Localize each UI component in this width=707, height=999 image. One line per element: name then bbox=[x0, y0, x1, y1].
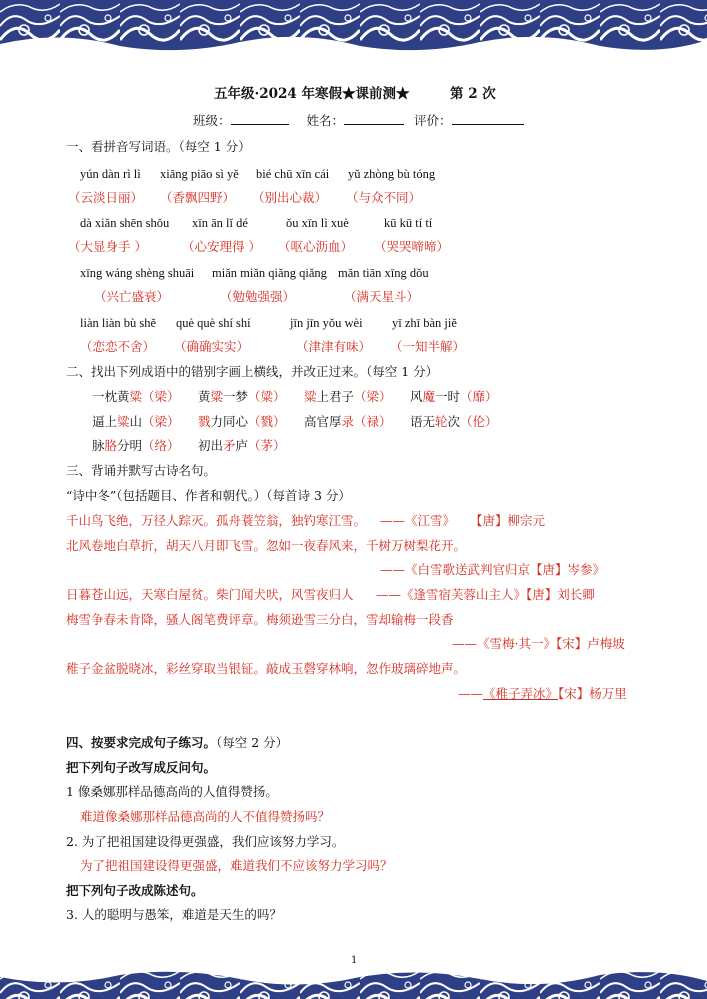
idiom-item: 语无轮次（伦） bbox=[410, 414, 498, 429]
pinyin: xiāng piāo sì yě bbox=[160, 167, 239, 181]
idiom-item: 黄粱一梦（粱） bbox=[198, 389, 286, 404]
answer: 为了把祖国建设得更强盛，难道我们不应该努力学习吗？ bbox=[80, 858, 393, 873]
answer: （兴亡盛衰） bbox=[94, 289, 170, 304]
session-number: 第 2 次 bbox=[450, 86, 496, 102]
idiom-item: 初出矛庐（茅） bbox=[198, 438, 286, 453]
answer: （别出心裁） bbox=[252, 190, 328, 205]
pinyin: xīng wáng shèng shuāi bbox=[80, 266, 195, 280]
idiom-item: 粱上君子（梁） bbox=[304, 389, 392, 404]
name-label: 姓名： bbox=[306, 113, 345, 128]
answer: （满天星斗） bbox=[344, 289, 420, 304]
poem-text: 北风卷地白草折，胡天八月即飞雪。忽如一夜春风来，千树万树梨花开。 bbox=[66, 538, 467, 553]
name-blank[interactable] bbox=[344, 112, 404, 125]
pinyin: ǒu xīn lì xuè bbox=[286, 216, 349, 230]
answer: （恋恋不舍） bbox=[80, 339, 156, 354]
section4-heading: 四、按要求完成句子练习。（每空 2 分） bbox=[66, 735, 289, 750]
section1-heading: 一、看拼音写词语。（每空 1 分） bbox=[66, 139, 251, 154]
section3-heading: 三、背诵并默写古诗名句。 bbox=[66, 463, 217, 478]
answer: （云淡日丽） bbox=[68, 190, 144, 205]
idiom-item: 脉胳分明（络） bbox=[92, 438, 180, 453]
idiom-item: 风魔一时（靡） bbox=[410, 389, 498, 404]
answer: （与众不同） bbox=[346, 190, 422, 205]
pinyin: jīn jīn yǒu wèi bbox=[290, 316, 363, 330]
poem-text: 千山鸟飞绝，万径人踪灭。孤舟蓑笠翁，独钓寒江雪。 bbox=[66, 513, 367, 528]
answer: （大显身手 ） bbox=[68, 239, 147, 254]
pinyin: yī zhī bàn jiě bbox=[392, 316, 457, 330]
pinyin: dà xiǎn shēn shǒu bbox=[80, 216, 170, 230]
answer: （心安理得 ） bbox=[182, 239, 261, 254]
poem-source: ——《稚子弄冰》【宋】杨万里 bbox=[458, 686, 627, 701]
section2-heading: 二、找出下列成语中的错别字画上横线，并改正过来。（每空 1 分） bbox=[66, 364, 439, 379]
page-number: 1 bbox=[351, 955, 358, 966]
poem-text: 梅雪争春未肯降，骚人阁笔费评章。梅须逊雪三分白，雪却输梅一段香 bbox=[66, 612, 454, 627]
worksheet-title: 五年级·2024 年寒假★课前测★ bbox=[214, 86, 410, 102]
answer: （勉勉强强） bbox=[220, 289, 296, 304]
poem-text: 稚子金盆脱晓冰，彩丝穿取当银钲。敲成玉磬穿林响，忽作玻璃碎地声。 bbox=[66, 661, 467, 676]
answer: （呕心沥血） bbox=[278, 239, 354, 254]
idiom-item: 高官厚录（禄） bbox=[304, 414, 392, 429]
answer: （哭哭啼啼） bbox=[374, 239, 450, 254]
question: 3. 人的聪明与愚笨，难道是天生的吗？ bbox=[66, 907, 282, 922]
answer: 难道像桑娜那样品德高尚的人不值得赞扬吗？ bbox=[80, 809, 331, 824]
pinyin: yǔ zhòng bù tóng bbox=[348, 167, 436, 181]
answer: （香飘四野） bbox=[160, 190, 236, 205]
answer: （一知半解） bbox=[390, 339, 466, 354]
idiom-item: 戮力同心（戮） bbox=[198, 414, 286, 429]
class-blank[interactable] bbox=[231, 112, 289, 125]
sub-instruction: 把下列句子改成陈述句。 bbox=[66, 883, 204, 898]
poem-dynasty: 【唐】柳宗元 bbox=[470, 513, 546, 528]
student-info-row bbox=[193, 112, 524, 129]
pinyin: yún dàn rì lì bbox=[80, 167, 141, 181]
sub-instruction: 把下列句子改写成反问句。 bbox=[66, 760, 217, 775]
poem-title: ——《江雪》 bbox=[380, 513, 456, 528]
question: 2. 为了把祖国建设得更强盛，我们应该努力学习。 bbox=[66, 834, 345, 849]
pinyin: què què shí shí bbox=[176, 316, 251, 330]
idiom-item: 一枕黄粱（梁） bbox=[92, 389, 180, 404]
pinyin: liàn liàn bù shě bbox=[80, 316, 157, 330]
eval-label: 评价： bbox=[414, 113, 452, 128]
pinyin: kū kū tí tí bbox=[384, 216, 433, 230]
class-label: 班级： bbox=[193, 113, 231, 128]
eval-blank[interactable] bbox=[452, 112, 524, 125]
idiom-item: 逼上粱山（梁） bbox=[92, 414, 180, 429]
pinyin: bié chū xīn cái bbox=[256, 167, 330, 181]
question: 1 像桑娜那样品德高尚的人值得赞扬。 bbox=[66, 784, 278, 799]
answer: （津津有味） bbox=[296, 339, 372, 354]
poem-source: ——《白雪歌送武判官归京【唐】岑参》 bbox=[380, 562, 606, 577]
poem-text: 日暮苍山远，天寒白屋贫。柴门闻犬吠，风雪夜归人 bbox=[66, 587, 354, 602]
section3-instruction: “诗中冬”（包括题目、作者和朝代。）（每首诗 3 分） bbox=[66, 488, 351, 503]
poem-source: ——《逢雪宿芙蓉山主人》【唐】刘长卿 bbox=[376, 587, 595, 602]
poem-source: ——《雪梅·其一》【宋】卢梅坡 bbox=[452, 636, 625, 651]
pinyin: mǎn tiān xīng dǒu bbox=[338, 266, 429, 280]
answer: （确确实实） bbox=[174, 339, 250, 354]
pinyin: miǎn miǎn qiǎng qiǎng bbox=[212, 266, 327, 280]
pinyin: xīn ān lǐ dé bbox=[192, 216, 248, 230]
